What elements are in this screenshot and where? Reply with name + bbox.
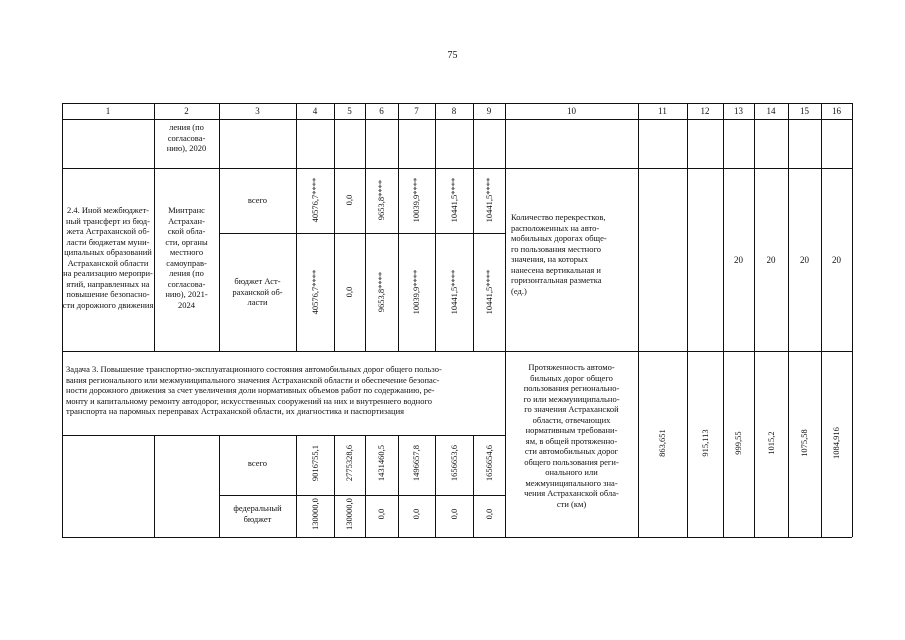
header-cell: 16 <box>832 106 841 116</box>
item-2-4-executor: Минтранс Астрахан- ской обла- сти, органы местного самоуправ- ления (по согласова- нию), 2021- 2024 <box>165 205 208 310</box>
header-cell: 6 <box>379 106 384 116</box>
header-cell: 7 <box>414 106 419 116</box>
header-cell: 12 <box>700 106 710 116</box>
indicator-description: Протяженность автомо- бильных дорог общего пользования регионально- го или межмуниципально- го значения Астраханской области, отвечающих нормативным требовани- ям, в общей протяженно- сти автомобильных дорог общего пользования реги- онального или межмуниципального зна- чения Астраханской обла- сти (км) <box>523 362 620 509</box>
header-cell: 11 <box>658 106 667 116</box>
funding-value: 0,0 <box>411 508 421 520</box>
funding-value: 10039,9**** <box>411 177 421 223</box>
funding-value: 40576,7**** <box>310 177 320 223</box>
target-value: 1084,916 <box>831 427 841 459</box>
header-cell: 15 <box>800 106 809 116</box>
target-value: 1015,2 <box>766 431 776 455</box>
funding-value: 9653,8**** <box>376 271 386 313</box>
page-number: 75 <box>447 50 458 61</box>
target-value: 20 <box>766 255 776 265</box>
header-cell: 4 <box>312 106 318 116</box>
indicator-description: Количество перекрестков, расположенных на авто- мобильных дорогах обще- го пользования местного значения, на которых нанесена вертикальная и горизонтальная разметка (ед.) <box>511 212 607 296</box>
target-value: 915,113 <box>700 429 710 457</box>
header-cell: 1 <box>105 106 111 116</box>
funding-value: 130000,0 <box>344 498 354 530</box>
funding-value: 10441,5**** <box>449 177 459 223</box>
funding-source-label: федеральный бюджет <box>233 503 282 524</box>
funding-value: 1656654,6 <box>484 444 494 482</box>
funding-value: 0,0 <box>376 508 386 520</box>
funding-source-label: бюджет Аст- раханской об- ласти <box>232 276 283 307</box>
target-value: 863,651 <box>657 429 667 457</box>
header-cell: 9 <box>486 106 492 116</box>
target-value: 999,55 <box>733 431 743 455</box>
funding-value: 9016755,1 <box>310 444 320 482</box>
header-cell: 10 <box>567 106 576 116</box>
header-cell: 2 <box>184 106 189 116</box>
funding-value: 0,0 <box>344 194 354 206</box>
funding-value: 0,0 <box>484 508 494 520</box>
header-cell: 13 <box>734 106 743 116</box>
target-value: 20 <box>832 255 841 265</box>
funding-value: 0,0 <box>344 286 354 298</box>
funding-value: 1656653,6 <box>449 444 459 482</box>
funding-value: 1431460,5 <box>376 444 386 482</box>
header-cell: 8 <box>451 106 457 116</box>
funding-source-label: всего <box>247 458 268 468</box>
target-value: 20 <box>734 255 743 265</box>
header-cell: 3 <box>255 106 260 116</box>
funding-value: 10039,9**** <box>411 269 421 315</box>
funding-value: 9653,8**** <box>376 179 386 221</box>
header-cell: 5 <box>347 106 352 116</box>
funding-value: 130000,0 <box>310 498 320 530</box>
target-value: 1075,58 <box>799 429 809 457</box>
funding-value: 0,0 <box>449 508 459 520</box>
funding-value: 10441,5**** <box>449 269 459 315</box>
funding-value: 2775328,6 <box>344 444 354 482</box>
item-2-4-description: 2.4. Иной межбюджет- ный трансферт из бюд- жета Астраханской об- ласти бюджетам муни- ципальных образований Астраханской области на реализацию меропри- ятий, направленных на повышение безопасно- сти дорожного движения <box>62 205 154 310</box>
task-3-title: Задача 3. Повышение транспортно-эксплуатационного состояния автомобильных дорог общего пользо- вания регионального или межмуниципального значения Астраханской области и обеспечение безопас- ности дорожного движения за счет увеличения доли нормативных объемов работ по содержанию, ре- монту и капитальному ремонту автодорог, искусственных сооружений на них и внутреннего водного транспорта на паромных переправах Астраханской области, их диагностика и паспортизация <box>66 364 442 416</box>
funding-value: 10441,5**** <box>484 269 494 315</box>
funding-value: 10441,5**** <box>484 177 494 223</box>
funding-value: 40576,7**** <box>310 269 320 315</box>
funding-source-label: всего <box>247 195 268 205</box>
funding-value: 1496657,8 <box>411 444 421 482</box>
continuation-cell: ления (по согласова- нию), 2020 <box>166 122 207 153</box>
header-cell: 14 <box>766 106 776 116</box>
target-value: 20 <box>800 255 809 265</box>
